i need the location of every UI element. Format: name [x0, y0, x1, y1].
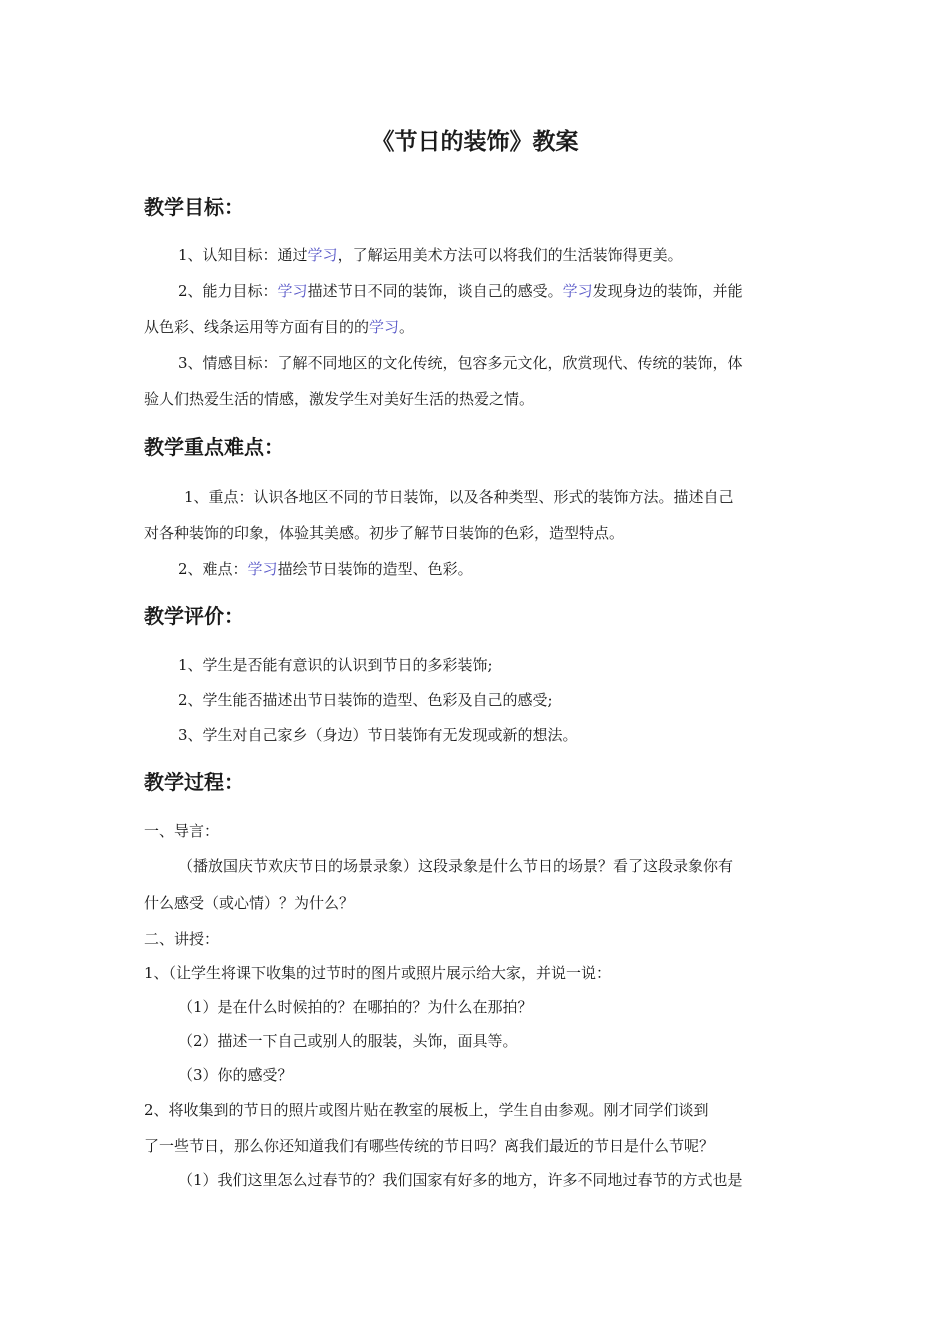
study-link[interactable]: 学习 [247, 560, 278, 578]
paragraph-line: （1）是在什么时候拍的？在哪拍的？为什么在那拍？ [178, 998, 533, 1016]
paragraph-line [144, 315, 814, 339]
study-link[interactable]: 学习 [562, 282, 593, 300]
study-link[interactable]: 学习 [369, 318, 400, 336]
text-span: 描绘节日装饰的造型、色彩。 [277, 560, 473, 578]
text-span: ，了解运用美术方法可以将我们的生活装饰得更美。 [337, 246, 683, 264]
paragraph-line [178, 243, 848, 267]
paragraph-line: （1）我们这里怎么过春节的？我们国家有好多的地方，许多不同地过春节的方式也是 [178, 1171, 743, 1189]
text-span: 。 [399, 318, 415, 336]
paragraph-line: 3、学生对自己家乡（身边）节日装饰有无发现或新的想法。 [178, 726, 578, 744]
paragraph-line: 2、学生能否描述出节日装饰的造型、色彩及自己的感受; [178, 691, 553, 709]
paragraph-line: 验人们热爱生活的情感，激发学生对美好生活的热爱之情。 [144, 390, 535, 408]
paragraph-line: 一、导言： [144, 822, 220, 840]
paragraph-line: 3、情感目标：了解不同地区的文化传统，包容多元文化，欣赏现代、传统的装饰，体 [178, 354, 743, 372]
paragraph-line [178, 279, 848, 303]
section-heading-key-points: 教学重点难点： [144, 435, 284, 459]
section-heading-evaluation: 教学评价： [144, 604, 244, 628]
text-span: 从色彩、线条运用等方面有目的的 [144, 318, 370, 336]
paragraph-line: 什么感受（或心情）？为什么？ [144, 894, 355, 912]
paragraph-line [178, 557, 848, 581]
text-span: 发现身边的装饰，并能 [592, 282, 743, 300]
paragraph-line: （2）描述一下自己或别人的服装，头饰，面具等。 [178, 1032, 518, 1050]
paragraph-line: （3）你的感受？ [178, 1066, 293, 1084]
paragraph-line: 1、重点：认识各地区不同的节日装饰，以及各种类型、形式的装饰方法。描述自己 [184, 488, 734, 506]
text-span: 2、能力目标： [178, 282, 278, 300]
text-span: 1、认知目标：通过 [178, 246, 308, 264]
text-span: 2、难点： [178, 560, 248, 578]
paragraph-line: 1、学生是否能有意识的认识到节日的多彩装饰; [178, 656, 493, 674]
document-title: 《节日的装饰》教案 [371, 129, 579, 155]
section-heading-teaching-goals: 教学目标： [144, 195, 244, 219]
study-link[interactable]: 学习 [277, 282, 308, 300]
paragraph-line: 了一些节日，那么你还知道我们有哪些传统的节日吗？离我们最近的节日是什么节呢？ [144, 1137, 715, 1155]
paragraph-line: 2、将收集到的节日的照片或图片贴在教室的展板上，学生自由参观。刚才同学们谈到 [144, 1101, 709, 1119]
paragraph-line: 1、（让学生将课下收集的过节时的图片或照片展示给大家，并说一说： [144, 964, 612, 982]
study-link[interactable]: 学习 [307, 246, 338, 264]
paragraph-line: 对各种装饰的印象，体验其美感。初步了解节日装饰的色彩，造型特点。 [144, 524, 625, 542]
section-heading-process: 教学过程： [144, 770, 244, 794]
paragraph-line: 二、讲授： [144, 930, 220, 948]
text-span: 描述节日不同的装饰，谈自己的感受。 [307, 282, 563, 300]
paragraph-line: （播放国庆节欢庆节日的场景录象）这段录象是什么节日的场景？看了这段录象你有 [178, 857, 734, 875]
